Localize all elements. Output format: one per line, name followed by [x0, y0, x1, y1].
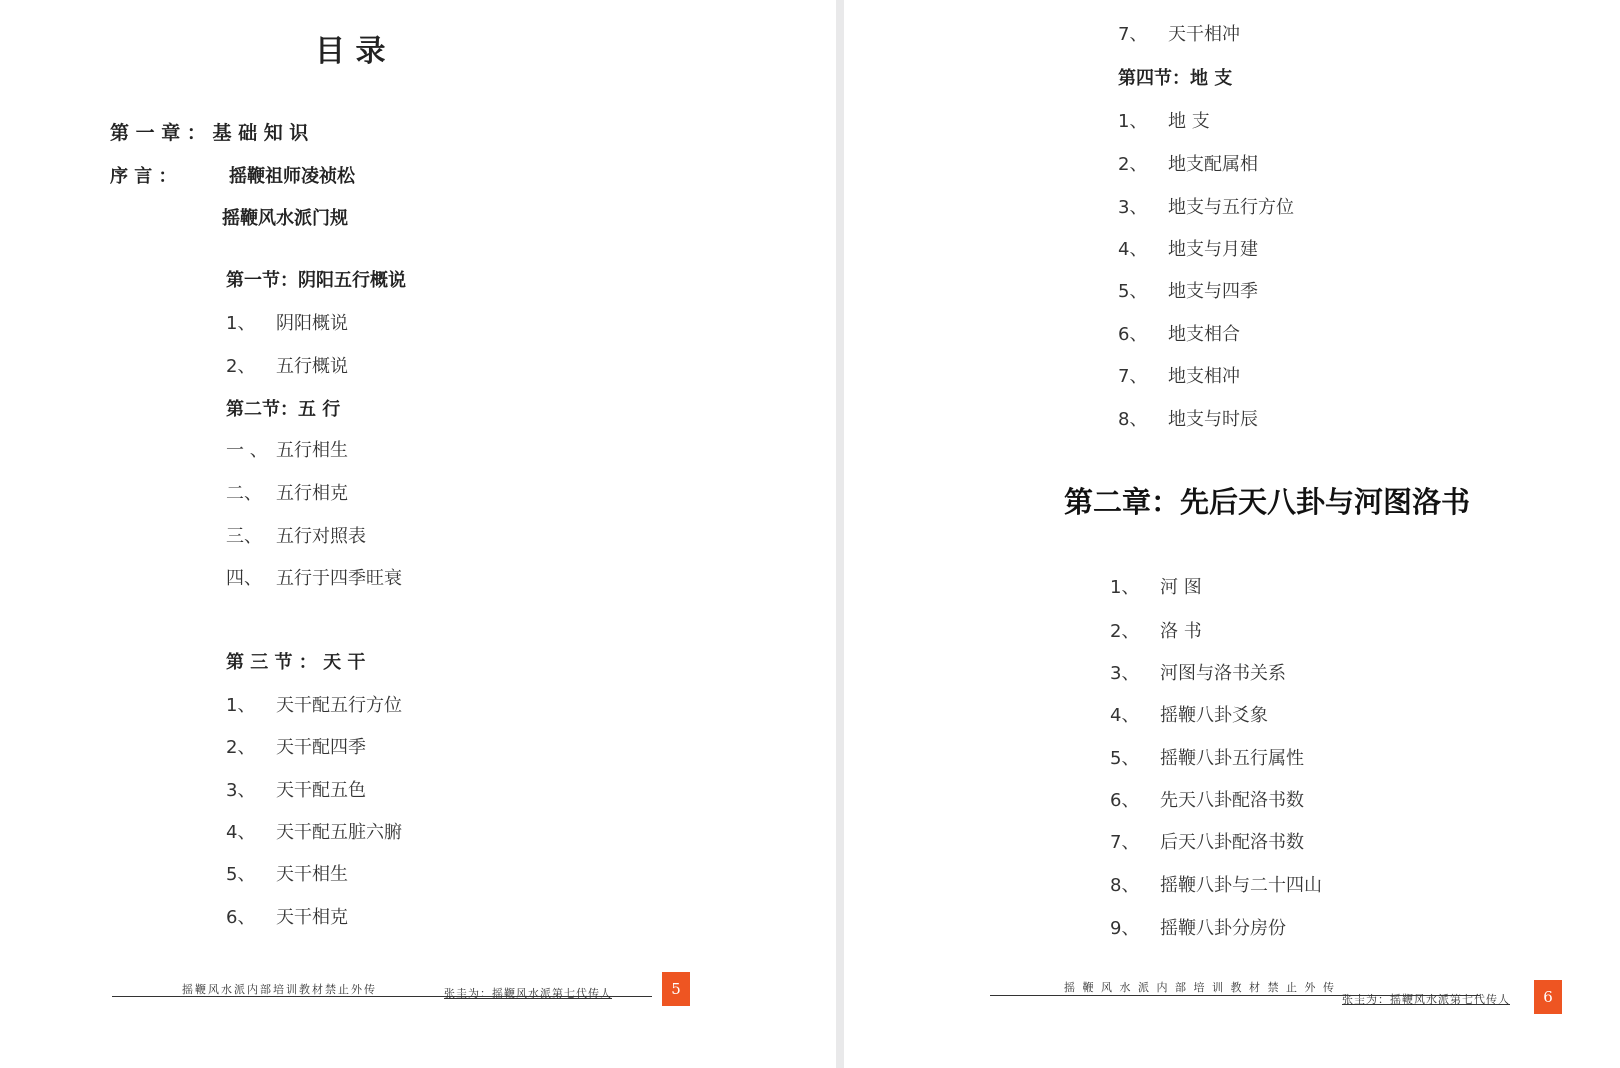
toc-item: 2、 天干配四季	[226, 737, 366, 758]
toc-item: 二、 五行相克	[226, 483, 348, 504]
toc-item: 3、 河图与洛书关系	[1110, 663, 1286, 684]
preface-item-rules: 摇鞭风水派门规	[222, 208, 348, 229]
toc-item: 1、 河 图	[1110, 577, 1202, 598]
section1-heading: 第一节：阴阳五行概说	[226, 270, 406, 291]
preface-item-founder: 摇鞭祖师凌祯松	[229, 166, 355, 187]
toc-item: 7、 后天八卦配洛书数	[1110, 832, 1304, 853]
toc-item: 5、 天干相生	[226, 864, 348, 885]
toc-item: 1、 阴阳概说	[226, 313, 348, 334]
toc-item: 2、 洛 书	[1110, 621, 1202, 642]
toc-item: 4、 天干配五脏六腑	[226, 822, 402, 843]
toc-item: 4、 地支与月建	[1118, 239, 1258, 260]
preface-label: 序 言 ：	[110, 166, 177, 187]
section3-heading: 第 三 节 ： 天 干	[226, 652, 366, 673]
section2-heading: 第二节：五 行	[226, 399, 341, 420]
page-number-badge: 6	[1534, 980, 1562, 1014]
toc-item: 1、 天干配五行方位	[226, 695, 402, 716]
toc-item: 5、 地支与四季	[1118, 281, 1258, 302]
section4-heading: 第四节：地 支	[1118, 68, 1233, 89]
toc-item: 2、 五行概说	[226, 356, 348, 377]
page-number-badge: 5	[662, 972, 690, 1006]
toc-item: 2、 地支配属相	[1118, 154, 1258, 175]
toc-item: 5、 摇鞭八卦五行属性	[1110, 748, 1304, 769]
toc-item: 7、 地支相冲	[1118, 366, 1240, 387]
toc-title: 目 录	[315, 34, 386, 69]
chapter1-heading: 第 一 章 ： 基 础 知 识	[110, 122, 309, 144]
toc-item: 8、 地支与时辰	[1118, 409, 1258, 430]
footer-notice: 摇鞭风水派内部培训教材禁止外传	[182, 983, 377, 996]
toc-item: 3、 天干配五色	[226, 780, 366, 801]
footer-notice: 摇 鞭 风 水 派 内 部 培 训 教 材 禁 止 外 传	[1064, 981, 1336, 994]
toc-item: 7、 天干相冲	[1118, 24, 1240, 45]
toc-item: 四、 五行于四季旺衰	[226, 568, 402, 589]
toc-item: 6、 先天八卦配洛书数	[1110, 790, 1304, 811]
chapter2-heading: 第二章：先后天八卦与河图洛书	[1064, 485, 1471, 519]
toc-item: 4、 摇鞭八卦爻象	[1110, 705, 1268, 726]
toc-item: 一 、 五行相生	[226, 440, 348, 461]
toc-item: 三、 五行对照表	[226, 526, 366, 547]
footer-author: 张圭为：摇鞭风水派第七代传人	[444, 987, 612, 1000]
toc-item: 8、 摇鞭八卦与二十四山	[1110, 875, 1322, 896]
toc-item: 3、 地支与五行方位	[1118, 197, 1294, 218]
document-page-6	[844, 0, 1620, 1068]
toc-item: 9、 摇鞭八卦分房份	[1110, 918, 1286, 939]
toc-item: 6、 地支相合	[1118, 324, 1240, 345]
toc-item: 6、 天干相克	[226, 907, 348, 928]
footer-author: 张圭为：摇鞭风水派第七代传人	[1342, 993, 1510, 1006]
toc-item: 1、 地 支	[1118, 111, 1210, 132]
